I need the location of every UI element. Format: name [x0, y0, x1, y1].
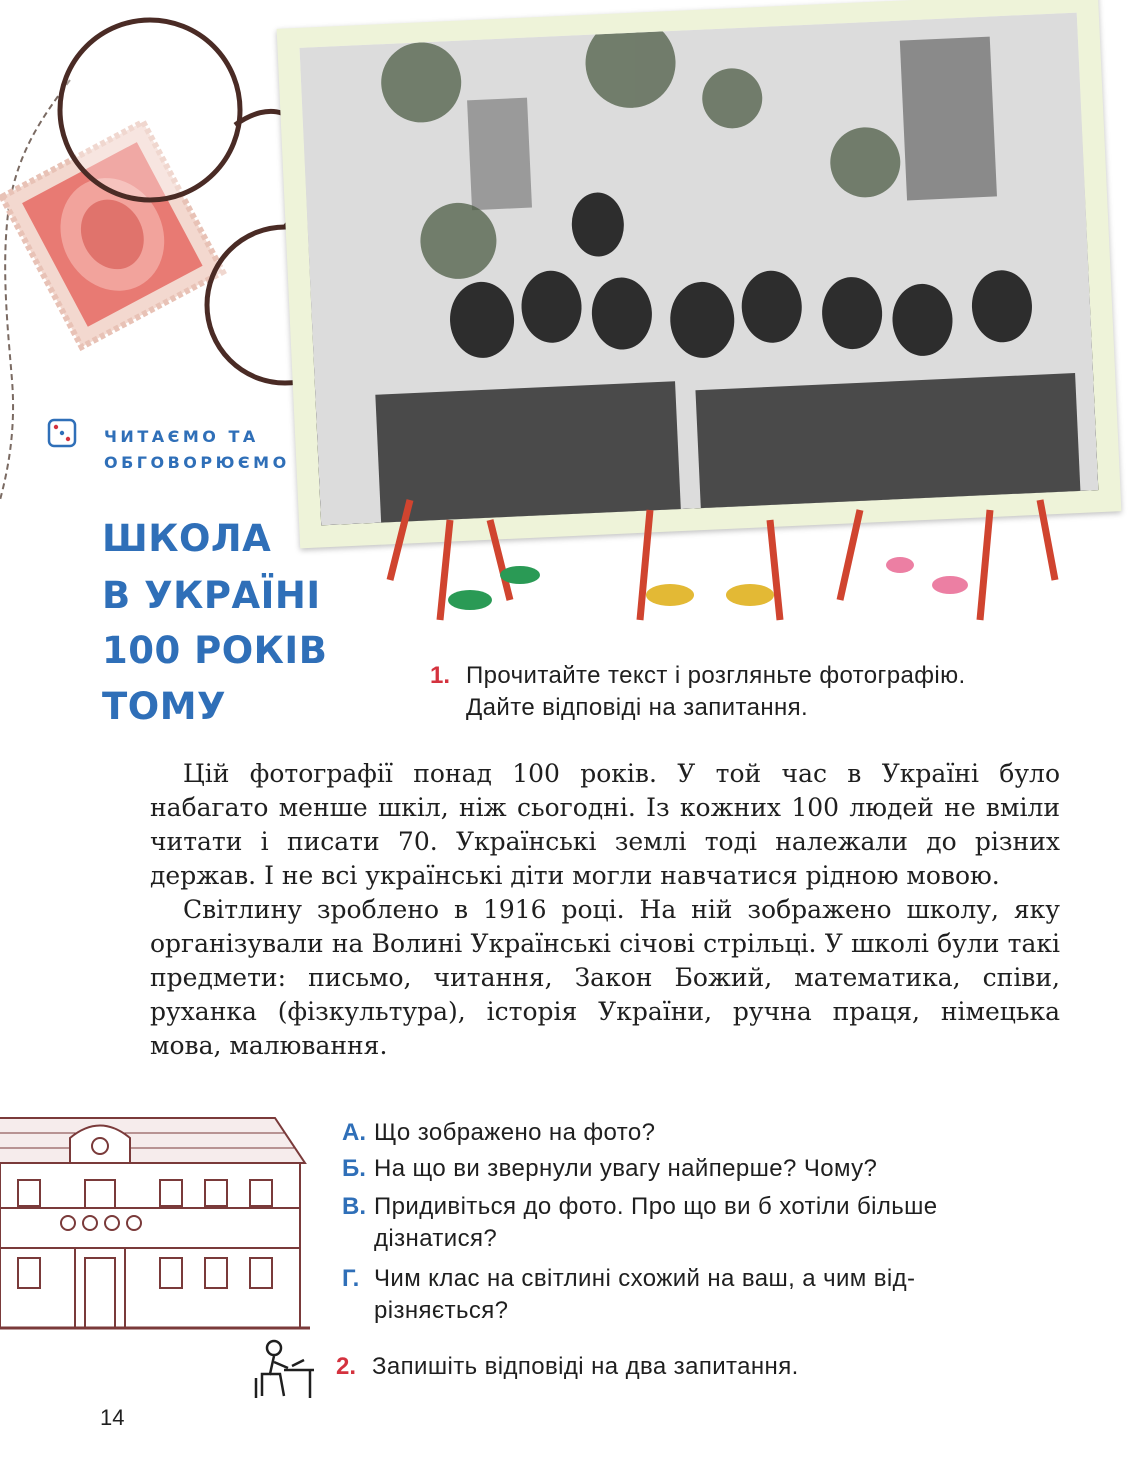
page-title-line1: ШКОЛА [102, 517, 272, 560]
photo-scene [300, 13, 1099, 526]
question-g-line1: Чим клас на світлині схожий на ваш, а чим від- [374, 1265, 916, 1292]
page-title-line2: В УКРАЇНІ [102, 574, 321, 617]
dice-icon [47, 418, 77, 448]
historical-class-photo [277, 0, 1122, 548]
task2-number: 2. [336, 1353, 357, 1380]
body-text [150, 757, 1060, 1063]
page-title-line3: 100 РОКІВ [102, 629, 328, 672]
question-g-letter: Г. [342, 1265, 360, 1292]
section-tag-line2: ОБГОВОРЮЄМО [104, 453, 290, 472]
task1-line2: Дайте відповіді на запитання. [466, 694, 809, 721]
task2-text: Запишіть відповіді на два запитання. [372, 1353, 799, 1380]
body-paragraph-1: Цій фотографії понад 100 років. У той час в Україні було набагато менше шкіл, ніж сьогодні. Із кожних 100 людей не вміли читати і писати 70. Українські землі тоді належали до різних держав. І не всі українські діти могли навчатися рідною мовою. [150, 759, 1060, 890]
shoe-pink [886, 557, 968, 594]
shoe-green [448, 566, 540, 610]
page-title-line4: ТОМУ [102, 685, 227, 728]
question-b-letter: Б. [342, 1155, 366, 1182]
stools-illustration [380, 480, 1070, 630]
question-a-text: Що зображено на фото? [374, 1119, 656, 1146]
shoe-yellow [646, 584, 774, 606]
question-b-text: На що ви звернули увагу найперше? Чому? [374, 1155, 878, 1182]
question-v-letter: В. [342, 1193, 366, 1220]
writing-desk-icon [252, 1338, 316, 1400]
question-g-line2: різняється? [374, 1297, 509, 1324]
question-v-line2: дізнатися? [374, 1225, 498, 1252]
task1-line1: Прочитайте текст і розгляньте фотографію. [466, 662, 966, 689]
question-v-line1: Придивіться до фото. Про що ви б хотіли більше [374, 1193, 938, 1220]
school-building-illustration [0, 1108, 310, 1333]
wall-portrait-left [467, 98, 532, 211]
page-number: 14 [100, 1405, 125, 1430]
wall-portrait-right [900, 37, 997, 201]
task1-number: 1. [430, 662, 451, 689]
question-a-letter: А. [342, 1119, 366, 1146]
section-tag-line1: ЧИТАЄМО ТА [104, 427, 259, 446]
body-paragraph-2: Світлину зроблено в 1916 році. На ній зображено школу, яку організували на Волині Українські січові стрільці. У школі були такі предмети: письмо, читання, Закон Божий, математика, співи, руханка (фізкультура), історія України, ручна праця, німецька мова, малювання. [150, 895, 1060, 1060]
photo-image [300, 13, 1099, 526]
